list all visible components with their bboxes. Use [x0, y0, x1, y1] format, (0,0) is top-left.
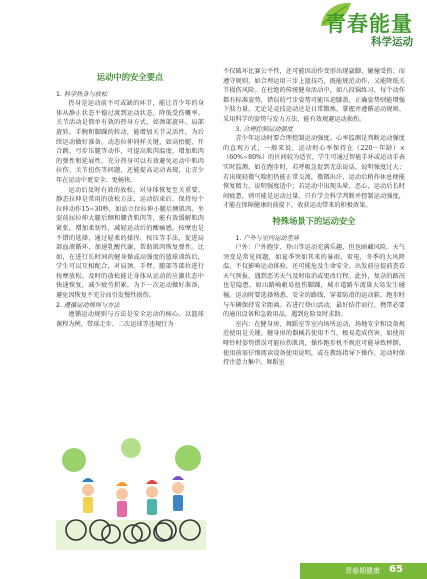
page-number: 65: [389, 564, 403, 575]
paragraph: 青少年运动时要合理控制运动强度。心率监测是判断运动强度的直观方式，一般来说，运动时心率保持在（220－年龄）×（60%~80%）的区间较为适宜，学生可通过智能手环或运动手表实时监测。如在跑步时，若呼吸急促到无法说话，说明强度过大；若出现轻微气喘但仍能正常交流，微微出汗，运动后稍作休息便能恢复精力，说明强度适中；若运动中出现头晕、恶心，运动后长时间疲惫，则可能是运动过量。只有学会科学判断并控制运动强度，才能在保障健康的前提下，收获运动带来的积极效果。: [223, 135, 405, 210]
brand-title: 青春能量: [325, 12, 413, 36]
section-title-special-scenes: 特殊场景下的运动安全: [272, 215, 356, 226]
paragraph: 户外：户外跑步、登山等运动充满乐趣，但也暗藏风险。天气突变是常见问题，如夏季突如其来的暴雨、雷电，冬季的大风降温，不仅影响运动体验，还可能危及生命安全。出发前应提前查看天气预报，遇到恶劣天气及时取消或更改行程。此外，复杂的路况也是隐患，如山路崎岖易扭伤脚踝，城市道路车流量大易发生碰撞。运动时要选择熟悉、安全的路线，穿着防滑的运动鞋，跑步时与车辆保持安全距离。若进行登山活动，最好结伴而行，携带必要的通讯设备和急救用品，遇到危险及时求助。: [223, 244, 405, 319]
paragraph: 热身是运动前不可或缺的环节，能让青少年的身体从静止状态平稳过渡到运动状态，降低受伤概率。关节活动是简单有效的热身方式，如颈部旋环、肩部旋转、手腕和脚踝的转动，能增加关节灵活性，为后续运动做好准备。动态拉伸同样关键，如高抬腿、开合跳、弓步压腿等动作，可提高肌肉温度，增加肌肉的弹性和延展性。充分热身可以有效避免运动中肌肉拉伤、关节扭伤等问题，还能提高运动表现，让青少年在运动中更安全、更畅快。: [56, 100, 204, 184]
cyclists-illustration-icon: [56, 430, 206, 550]
footer-magazine-name: 青春期健康: [345, 567, 380, 575]
subheading-intensity: 3. 合理控制运动强度: [235, 125, 293, 133]
paragraph: 运动后及时有效的放松，对身体恢复至关重要。静态拉伸是常用的放松方法，运动结束后，保持每个拉伸动作15~30秒，如站立位拉伸小腿后侧肌肉、坐姿前屈拉伸大腿后侧和腰背肌肉等，能有效缓解肌肉紧张，增加柔韧性，减轻运动后的酸痛感。按摩也是不错的选择，通过轻柔的揉捏、按压等手法，促进局部血液循环，加速乳酸代谢，帮助肌肉恢复弹性。比如，在进行长时间的健身操或高强度的篮球训练后，学生可以互相配合，对肩颈、手臂、腿部等部位进行按摩放松。及时的放松能让身体从运动的应激状态中快速恢复，减少疲劳积累，为下一次运动做好准备，避免因恢复不充分而引发慢性损伤。: [56, 186, 204, 300]
brand-subtitle: 科学运动: [371, 36, 413, 48]
paragraph: 室内：在健身房、舞蹈室等室内场所运动，场地安全和设备规范使用是关键。健身房的器械若使用不当，极易造成伤害，如使用哑铃时姿势错误可能拉伤肌肉，操作跑步机不规范可能导致摔倒。使用前需仔细阅读设备使用说明，或在教练指导下操作，运动时保持注意力集中。舞蹈室: [223, 320, 405, 367]
subheading-rules: 2. 遵循运动规则与方法: [56, 301, 120, 309]
subheading-warmup: 1. 科学热身与放松: [56, 90, 108, 98]
left-column: [56, 73, 204, 329]
paragraph: 遵循运动规则与方法是安全运动的核心。以篮球课程为例，带球走步、二次运球等违规行为: [56, 311, 204, 328]
paragraph: 不仅破坏比赛公平性，还可能因动作变形出现崴脚、碰撞受伤；而遵守规则，如合理运用三步上篮技巧，既能规范动作，又能降低关节损伤风险。在杜绝的传统健身活动中，如八段锦练习，每个动作都有标准姿势，错误的弓步姿势可能压迫膝盖，正确姿势则能增强下肢力量。无论是竞技运动还是日常锻炼，掌握并遵循运动规则、采用科学的姿势与发力方法，能有效规避运动损伤。: [223, 68, 405, 123]
right-column: [223, 67, 405, 368]
section-title-safety-points: 运动中的安全要点: [96, 72, 164, 82]
subheading-indoor-outdoor: 1. 户外与室内运动差异: [235, 234, 299, 242]
